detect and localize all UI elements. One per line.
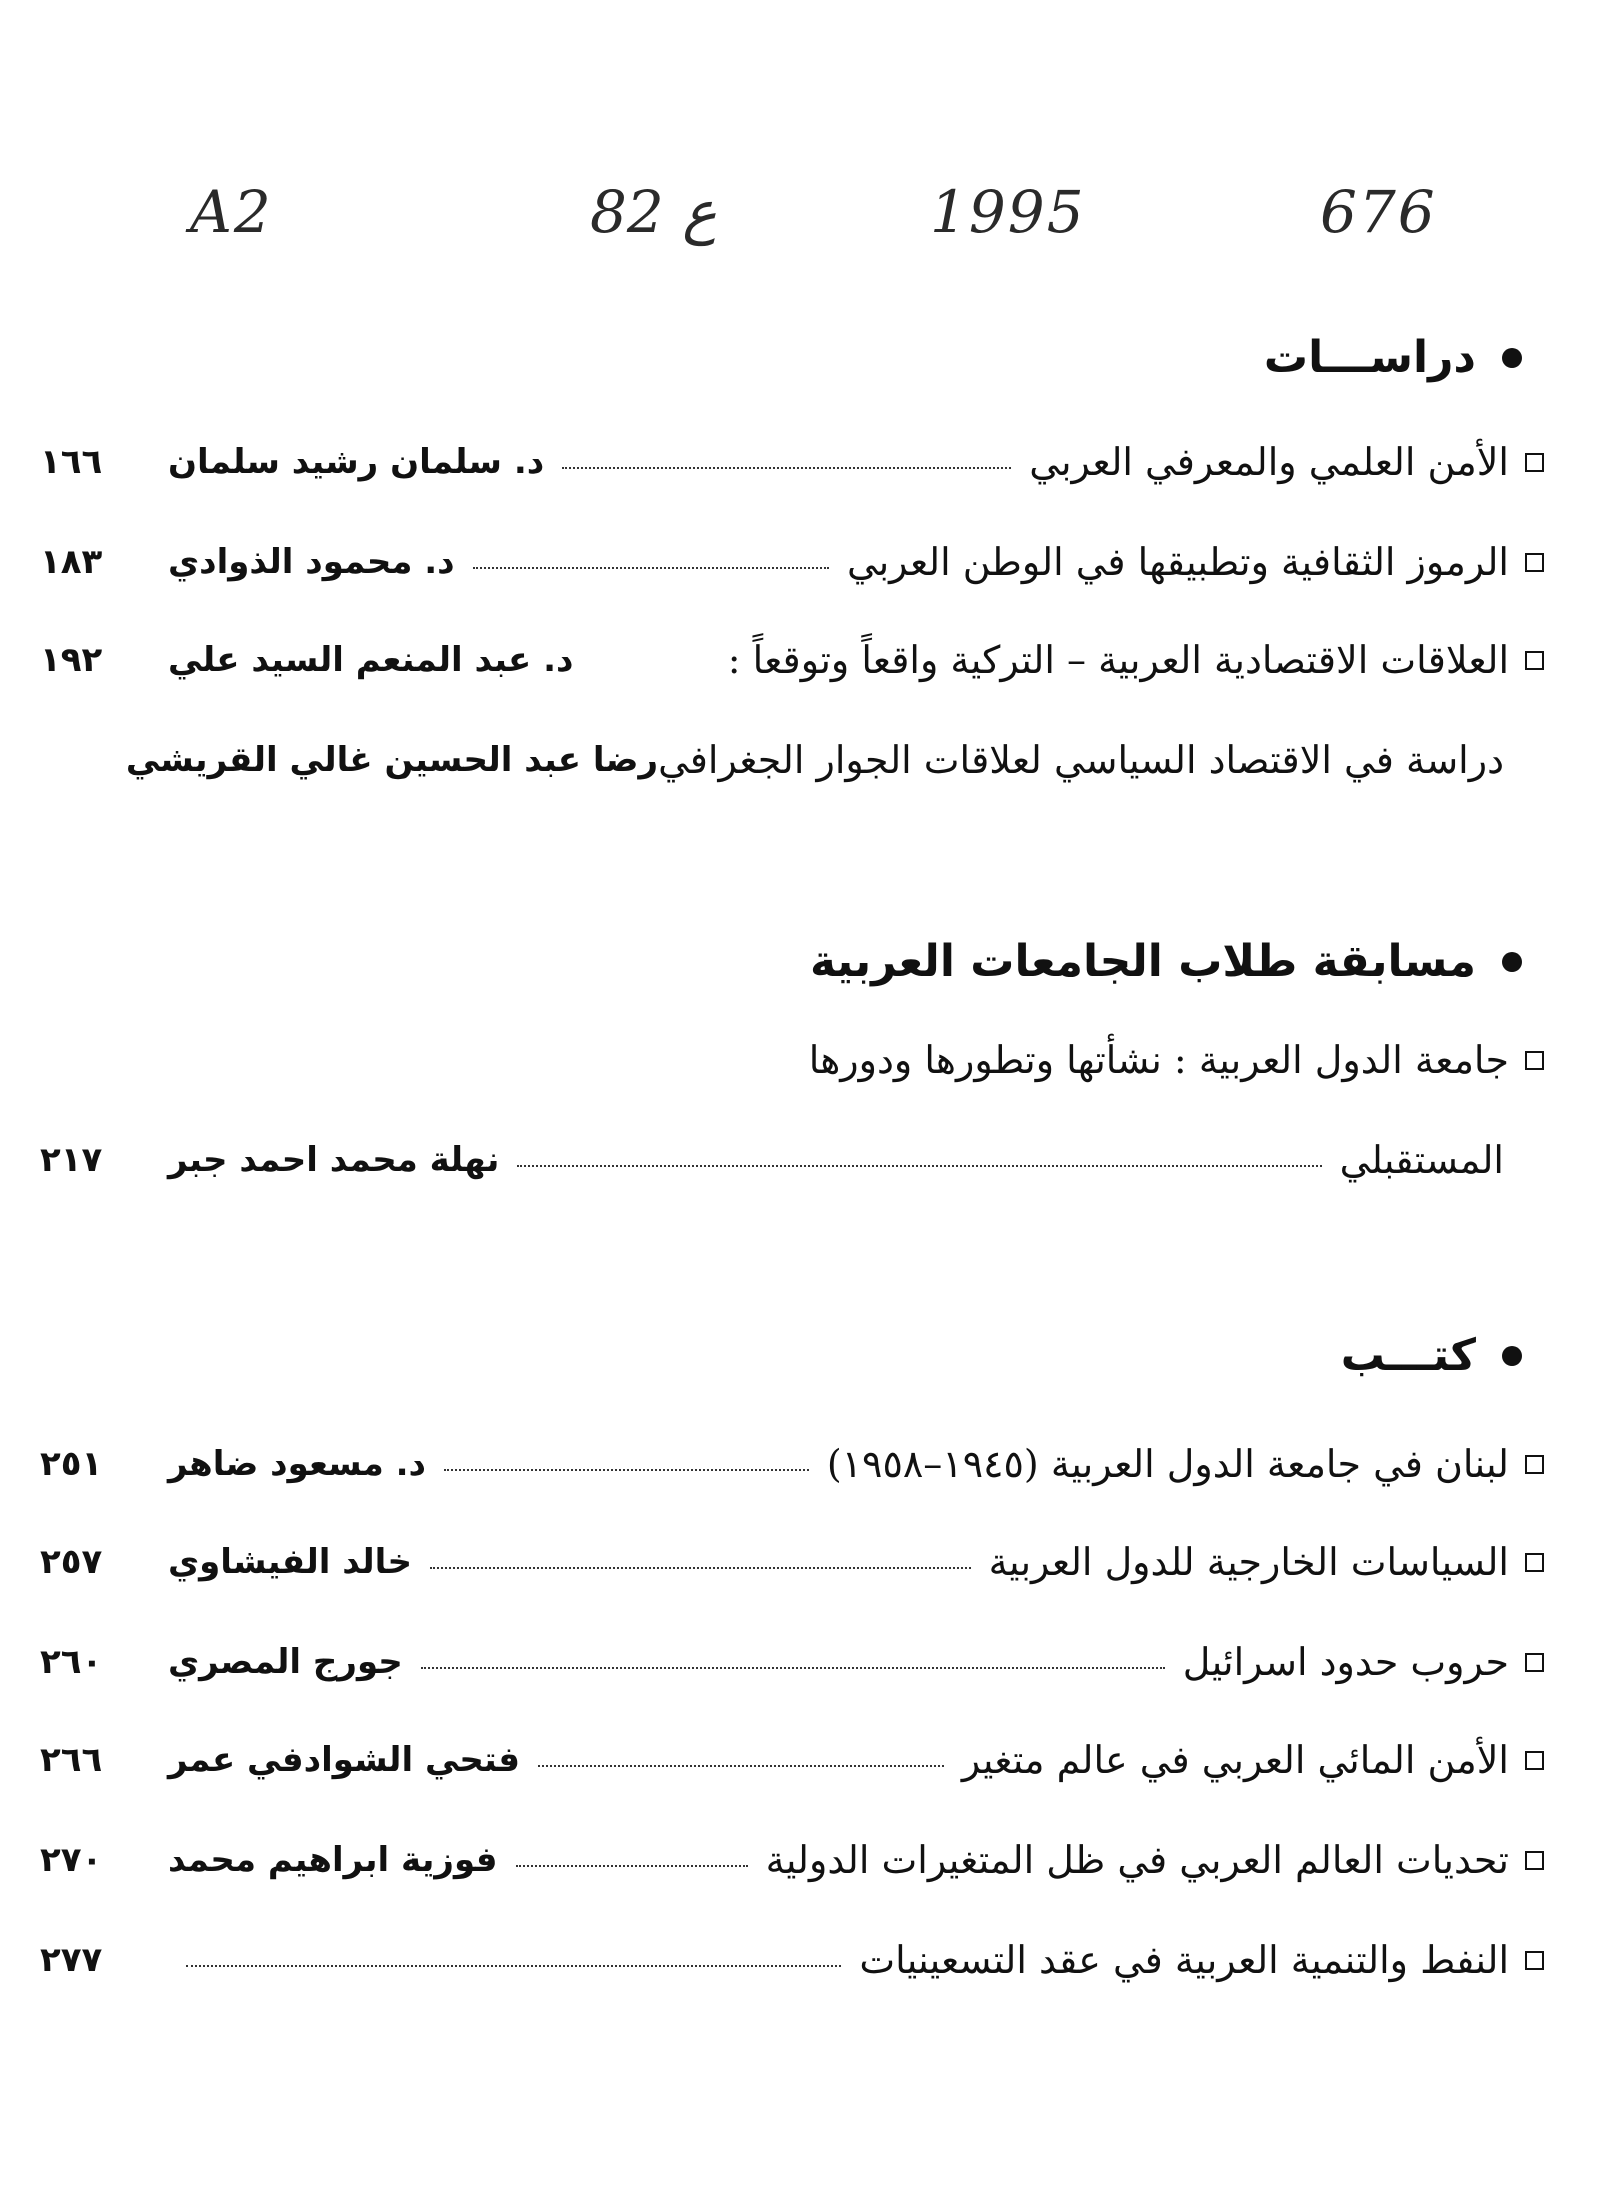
entry-title: الأمن المائي العربي في عالم متغير bbox=[961, 1738, 1509, 1782]
checkbox-square-icon bbox=[1525, 651, 1544, 670]
entry-page: ٢٥١ bbox=[40, 1444, 103, 1484]
toc-entry bbox=[40, 630, 1544, 690]
toc-entry bbox=[40, 532, 1544, 592]
entry-page: ١٦٦ bbox=[40, 442, 103, 482]
section-heading-text: مسابقة طلاب الجامعات العربية bbox=[809, 936, 1476, 987]
entry-title: السياسات الخارجية للدول العربية bbox=[988, 1540, 1509, 1584]
entry-title: لبنان في جامعة الدول العربية (١٩٤٥–١٩٥٨) bbox=[826, 1442, 1509, 1486]
handwritten-header bbox=[170, 178, 1450, 268]
section-heading-books bbox=[1341, 1330, 1522, 1381]
dot-leader bbox=[562, 467, 1011, 469]
dot-leader bbox=[421, 1667, 1165, 1669]
section-heading-competition bbox=[810, 936, 1522, 987]
entry-title: النفط والتنمية العربية في عقد التسعينيات bbox=[859, 1938, 1509, 1982]
entry-page: ٢٥٧ bbox=[40, 1542, 103, 1582]
entry-page: ١٨٣ bbox=[40, 542, 103, 582]
entry-title: دراسة في الاقتصاد السياسي لعلاقات الجوار الجغرافي bbox=[658, 738, 1504, 782]
entry-author: خالد الفيشاوي bbox=[168, 1542, 412, 1582]
entry-page: ٢٧٠ bbox=[40, 1840, 103, 1880]
entry-author: د. محمود الذوادي bbox=[168, 542, 455, 582]
toc-entry bbox=[40, 1434, 1544, 1494]
entry-page: ٢١٧ bbox=[40, 1140, 103, 1180]
entry-title: حروب حدود اسرائيل bbox=[1182, 1640, 1509, 1684]
toc-entry bbox=[40, 1730, 1544, 1790]
toc-entry bbox=[40, 1532, 1544, 1592]
dot-leader bbox=[473, 567, 829, 569]
bullet-icon bbox=[1502, 348, 1522, 368]
toc-entry bbox=[40, 1632, 1544, 1692]
entry-author: فتحي الشوادفي عمر bbox=[168, 1740, 520, 1780]
handwritten-note: 82 ع bbox=[590, 178, 717, 246]
checkbox-square-icon bbox=[1525, 1851, 1544, 1870]
entry-author: فوزية ابراهيم محمد bbox=[168, 1840, 498, 1880]
section-heading-text: كتـــب bbox=[1340, 1330, 1476, 1381]
entry-page: ٢٧٧ bbox=[40, 1940, 103, 1980]
checkbox-square-icon bbox=[1525, 553, 1544, 572]
dot-leader bbox=[430, 1567, 971, 1569]
entry-title: الرموز الثقافية وتطبيقها في الوطن العربي bbox=[846, 540, 1509, 584]
entry-author: د. سلمان رشيد سلمان bbox=[168, 442, 545, 482]
toc-entry bbox=[40, 1030, 1544, 1090]
checkbox-square-icon bbox=[1525, 1455, 1544, 1474]
section-heading-text: دراســـات bbox=[1263, 332, 1476, 383]
dot-leader bbox=[538, 1765, 944, 1767]
checkbox-square-icon bbox=[1525, 1051, 1544, 1070]
bullet-icon bbox=[1502, 952, 1522, 972]
entry-author: د. عبد المنعم السيد علي bbox=[168, 640, 574, 680]
handwritten-note: 1995 bbox=[930, 178, 1086, 246]
entry-page: ٢٦٠ bbox=[40, 1642, 103, 1682]
entry-page: ٢٦٦ bbox=[40, 1740, 103, 1780]
dot-leader bbox=[517, 1165, 1321, 1167]
toc-entry bbox=[40, 1830, 1544, 1890]
checkbox-square-icon bbox=[1525, 1751, 1544, 1770]
dot-leader bbox=[186, 1965, 841, 1967]
entry-page: ١٩٢ bbox=[40, 640, 103, 680]
entry-title: جامعة الدول العربية : نشأتها وتطورها ودورها bbox=[808, 1038, 1509, 1082]
entry-author: جورج المصري bbox=[168, 1642, 403, 1682]
toc-entry-continued bbox=[40, 730, 1544, 790]
checkbox-square-icon bbox=[1525, 1653, 1544, 1672]
checkbox-square-icon bbox=[1525, 1553, 1544, 1572]
entry-title: الأمن العلمي والمعرفي العربي bbox=[1029, 440, 1509, 484]
entry-author: رضا عبد الحسين غالي القريشي bbox=[125, 740, 659, 780]
handwritten-note: A2 bbox=[190, 178, 273, 246]
entry-title: العلاقات الاقتصادية العربية – التركية واقعاً وتوقعاً : bbox=[727, 638, 1509, 682]
entry-title: تحديات العالم العربي في ظل المتغيرات الدولية bbox=[765, 1838, 1509, 1882]
handwritten-note: 676 bbox=[1320, 178, 1437, 246]
entry-title: المستقبلي bbox=[1339, 1138, 1504, 1182]
entry-author: د. مسعود ضاهر bbox=[168, 1444, 426, 1484]
entry-author: نهلة محمد احمد جبر bbox=[168, 1140, 500, 1180]
toc-entry bbox=[40, 1930, 1544, 1990]
toc-entry-continued bbox=[40, 1130, 1544, 1190]
bullet-icon bbox=[1502, 1346, 1522, 1366]
dot-leader bbox=[516, 1865, 748, 1867]
checkbox-square-icon bbox=[1525, 1951, 1544, 1970]
section-heading-studies bbox=[1264, 332, 1522, 383]
toc-entry bbox=[40, 432, 1544, 492]
checkbox-square-icon bbox=[1525, 453, 1544, 472]
dot-leader bbox=[444, 1469, 809, 1471]
